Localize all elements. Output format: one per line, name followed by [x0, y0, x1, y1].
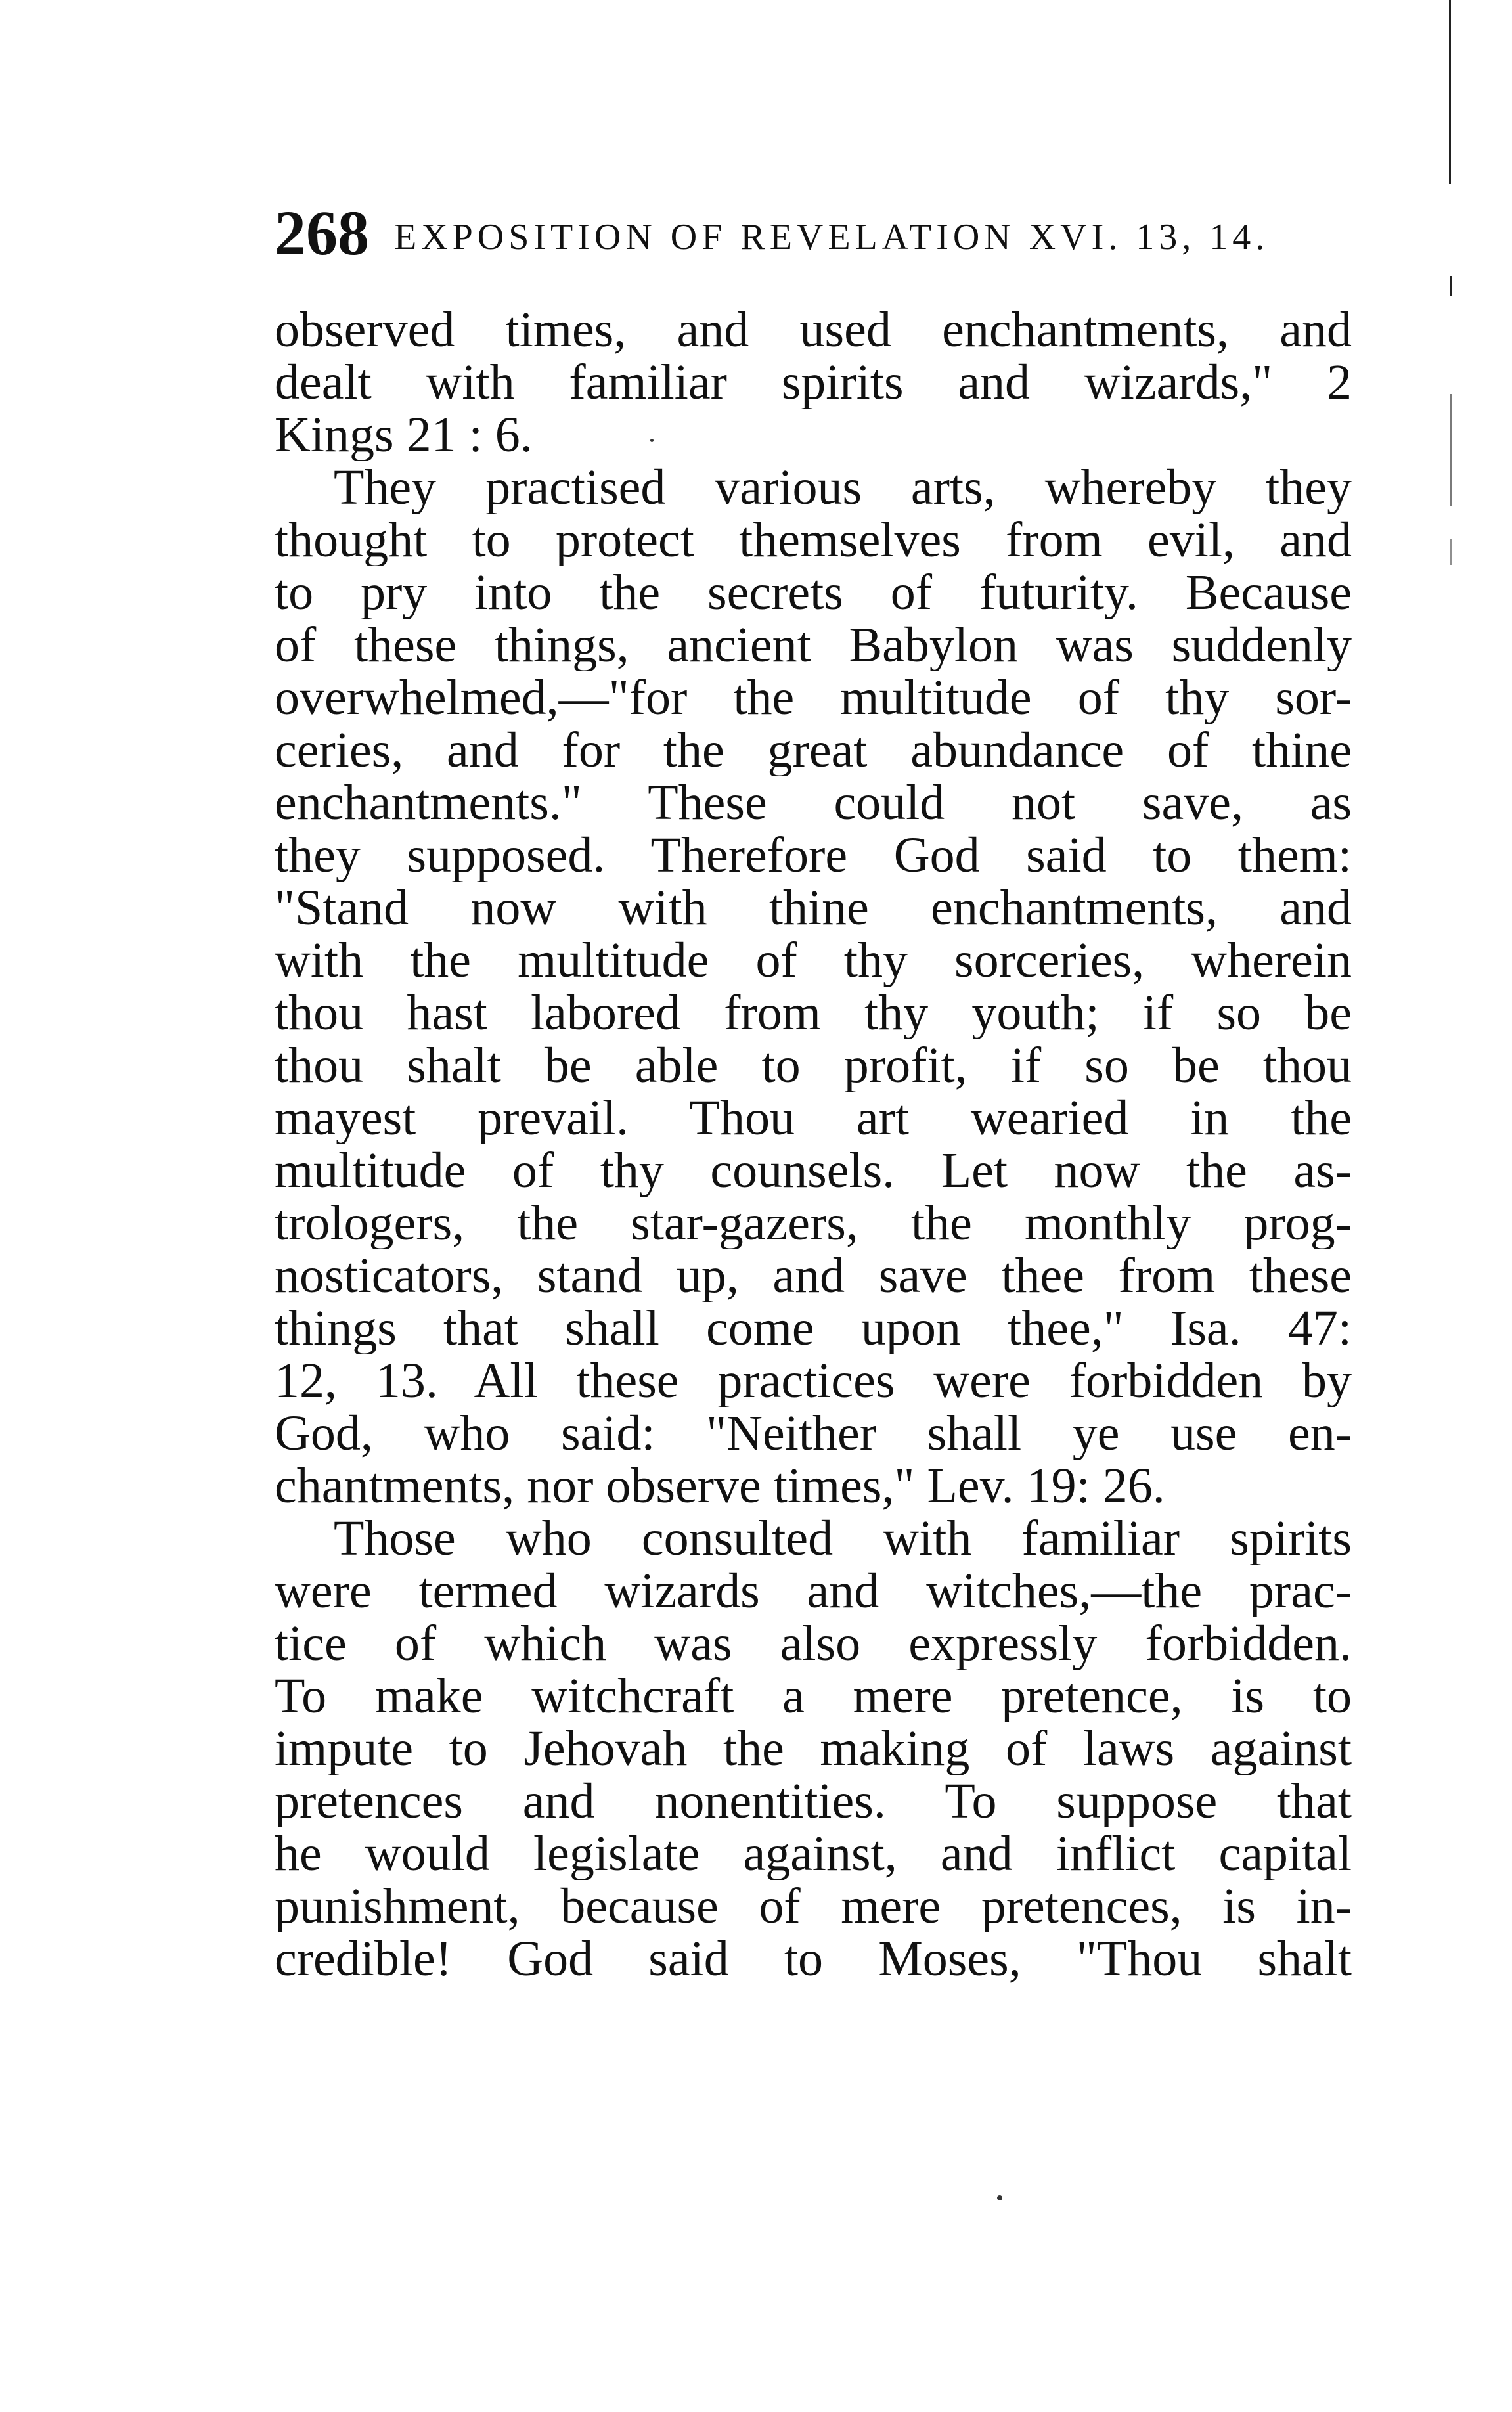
text-line: multitude of thy counsels. Let now the as-	[275, 1144, 1352, 1197]
scan-edge-line	[1449, 0, 1451, 184]
text-line: nosticators, stand up, and save thee from these	[275, 1249, 1352, 1302]
text-line: thou shalt be able to profit, if so be thou	[275, 1039, 1352, 1092]
text-line: mayest prevail. Thou art wearied in the	[275, 1092, 1352, 1144]
text-line: he would legislate against, and inflict capital	[275, 1827, 1352, 1880]
page-number: 268	[275, 198, 369, 268]
text-line: tice of which was also expressly forbidden.	[275, 1617, 1352, 1670]
text-line: things that shall come upon thee," Isa. 47:	[275, 1302, 1352, 1354]
text-line: with the multitude of thy sorceries, wherein	[275, 934, 1352, 987]
running-head: EXPOSITION OF REVELATION XVI. 13, 14.	[394, 217, 1270, 257]
text-line: dealt with familiar spirits and wizards," 2	[275, 356, 1352, 409]
text-line: punishment, because of mere pretences, is in-	[275, 1880, 1352, 1932]
page-header	[275, 197, 1352, 276]
scan-edge-line	[1450, 539, 1452, 565]
text-line: pretences and nonentities. To suppose that	[275, 1775, 1352, 1827]
text-line: to pry into the secrets of futurity. Because	[275, 566, 1352, 619]
text-line: trologers, the star-gazers, the monthly prog-	[275, 1197, 1352, 1249]
text-line: observed times, and used enchantments, and	[275, 303, 1352, 356]
text-line: credible! God said to Moses, "Thou shalt	[275, 1932, 1352, 1985]
scan-edge-line	[1450, 276, 1452, 296]
text-line: chantments, nor observe times," Lev. 19: 26.	[275, 1460, 1165, 1512]
text-line: they supposed. Therefore God said to them:	[275, 829, 1352, 882]
text-line: thou hast labored from thy youth; if so be	[275, 987, 1352, 1039]
paragraph-start-line: Those who consulted with familiar spirits	[334, 1512, 1352, 1565]
paragraph-start-line: They practised various arts, whereby they	[334, 461, 1352, 514]
scan-edge-line	[1450, 394, 1452, 506]
scan-speck	[997, 2195, 1002, 2200]
text-line: 12, 13. All these practices were forbidden by	[275, 1354, 1352, 1407]
text-line: ceries, and for the great abundance of thine	[275, 724, 1352, 776]
scan-speck	[650, 439, 654, 442]
text-line: thought to protect themselves from evil, and	[275, 514, 1352, 566]
text-line: enchantments." These could not save, as	[275, 776, 1352, 829]
text-line: To make witchcraft a mere pretence, is to	[275, 1670, 1352, 1722]
text-line: impute to Jehovah the making of laws against	[275, 1722, 1352, 1775]
text-line: were termed wizards and witches,—the prac-	[275, 1565, 1352, 1617]
text-line: God, who said: "Neither shall ye use en-	[275, 1407, 1352, 1460]
text-line: of these things, ancient Babylon was suddenly	[275, 619, 1352, 671]
text-line: Kings 21 : 6.	[275, 409, 533, 461]
text-line: overwhelmed,—"for the multitude of thy sor-	[275, 671, 1352, 724]
text-line: "Stand now with thine enchantments, and	[275, 882, 1352, 934]
body-text	[275, 303, 1352, 2051]
